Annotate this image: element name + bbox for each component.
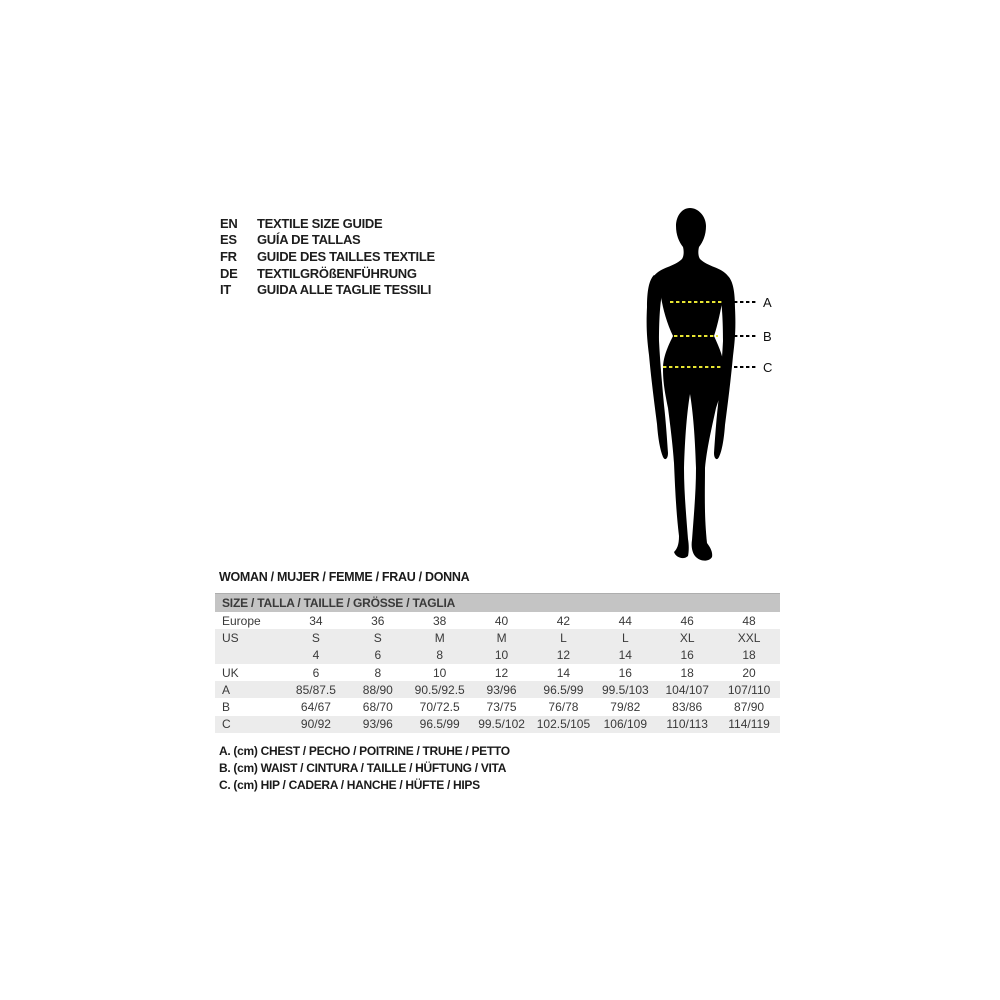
size-cell: 18: [680, 665, 694, 680]
size-cell: 79/82: [610, 700, 641, 715]
measure-label-c: C: [763, 360, 773, 375]
gender-header: WOMAN / MUJER / FEMME / FRAU / DONNA: [219, 570, 470, 584]
row-label: A: [222, 682, 231, 697]
language-code: FR: [220, 248, 237, 264]
size-cell: 8: [374, 665, 382, 680]
size-cell: S: [311, 630, 320, 645]
size-cell: 12: [556, 648, 571, 663]
size-cell: 36: [371, 613, 385, 628]
size-cell: 96.5/99: [419, 717, 460, 732]
size-cell: 16: [618, 665, 632, 680]
size-cell: 14: [556, 665, 571, 680]
size-cell: 10: [494, 648, 509, 663]
size-cell: 42: [556, 613, 571, 628]
size-cell: M: [434, 630, 445, 645]
size-cell: 48: [742, 613, 756, 628]
language-title: TEXTILE SIZE GUIDE: [257, 215, 383, 231]
table-row: [215, 647, 780, 664]
size-cell: 20: [742, 665, 756, 680]
size-cell: 90/92: [300, 717, 331, 732]
language-code: ES: [220, 232, 237, 248]
size-cell: XXL: [737, 630, 761, 645]
row-label: UK: [222, 665, 239, 680]
size-cell: 87/90: [734, 700, 765, 715]
row-label: US: [222, 630, 239, 645]
measure-label-b: B: [763, 329, 772, 344]
language-title: TEXTILGRÖßENFÜHRUNG: [257, 265, 417, 281]
size-cell: 18: [742, 648, 756, 663]
size-cell: 99.5/103: [601, 682, 649, 697]
table-row: [215, 698, 780, 715]
size-cell: S: [373, 630, 382, 645]
size-cell: 99.5/102: [478, 717, 525, 732]
size-table: [215, 593, 780, 733]
row-label: C: [222, 717, 231, 732]
table-row: [215, 612, 780, 629]
size-cell: 64/67: [300, 700, 331, 715]
size-cell: 40: [494, 613, 509, 628]
size-cell: 12: [494, 665, 509, 680]
size-cell: 110/113: [666, 717, 708, 732]
size-cell: 107/110: [727, 682, 771, 697]
table-row: [215, 716, 780, 733]
note-line: A. (cm) CHEST / PECHO / POITRINE / TRUHE / PETTO: [219, 744, 510, 758]
language-row: [220, 281, 435, 298]
size-cell: L: [560, 630, 567, 645]
size-cell: 6: [312, 665, 320, 680]
size-table-header: SIZE / TALLA / TAILLE / GRÖSSE / TAGLIA: [215, 593, 780, 612]
language-title: GUIDA ALLE TAGLIE TESSILI: [257, 282, 432, 298]
size-cell: L: [621, 630, 629, 645]
language-row: [220, 248, 435, 265]
size-cell: 85/87.5: [295, 682, 336, 697]
woman-silhouette-icon: [630, 195, 790, 575]
language-row: [220, 232, 435, 249]
size-cell: 76/78: [548, 700, 579, 715]
note-line: B. (cm) WAIST / CINTURA / TAILLE / HÜFTUNG / VITA: [219, 761, 507, 776]
size-cell: 73/75: [486, 700, 517, 715]
size-cell: 88/90: [362, 682, 393, 697]
row-label: B: [222, 700, 231, 715]
size-cell: 6: [374, 648, 382, 663]
language-row: [220, 265, 435, 282]
size-cell: 16: [680, 648, 694, 663]
measurement-notes: [219, 744, 510, 796]
size-cell: 93/96: [486, 682, 517, 697]
language-legend: [220, 215, 435, 298]
row-label: Europe: [222, 613, 261, 628]
language-title: GUÍA DE TALLAS: [257, 232, 361, 248]
measure-label-a: A: [763, 295, 772, 310]
size-cell: 83/86: [672, 700, 703, 715]
size-cell: 4: [312, 648, 320, 663]
note-line: C. (cm) HIP / CADERA / HANCHE / HÜFTE / HIPS: [219, 778, 480, 793]
size-cell: 93/96: [362, 717, 393, 732]
size-cell: M: [496, 630, 507, 645]
size-cell: 44: [618, 613, 632, 628]
size-cell: 104/107: [665, 682, 709, 697]
size-cell: 70/72.5: [419, 700, 460, 715]
size-cell: 114/119: [728, 717, 770, 732]
measurement-figure: [630, 195, 790, 575]
table-row: [215, 664, 780, 681]
size-cell: 38: [433, 613, 447, 628]
language-code: DE: [220, 265, 238, 281]
table-row: [215, 629, 780, 646]
size-cell: 96.5/99: [543, 682, 584, 697]
language-code: IT: [220, 282, 231, 298]
size-cell: 46: [680, 613, 694, 628]
language-row: [220, 215, 435, 232]
language-title: GUIDE DES TAILLES TEXTILE: [257, 248, 435, 264]
size-cell: 90.5/92.5: [414, 682, 465, 697]
size-cell: 102.5/105: [536, 717, 591, 732]
language-code: EN: [220, 215, 238, 231]
table-row: [215, 681, 780, 698]
size-cell: 8: [436, 648, 444, 663]
size-cell: XL: [679, 630, 695, 645]
size-cell: 34: [309, 613, 323, 628]
size-cell: 14: [618, 648, 632, 663]
size-cell: 106/109: [603, 717, 647, 732]
size-cell: 68/70: [362, 700, 393, 715]
size-table-body: [215, 612, 780, 733]
size-cell: 10: [433, 665, 447, 680]
